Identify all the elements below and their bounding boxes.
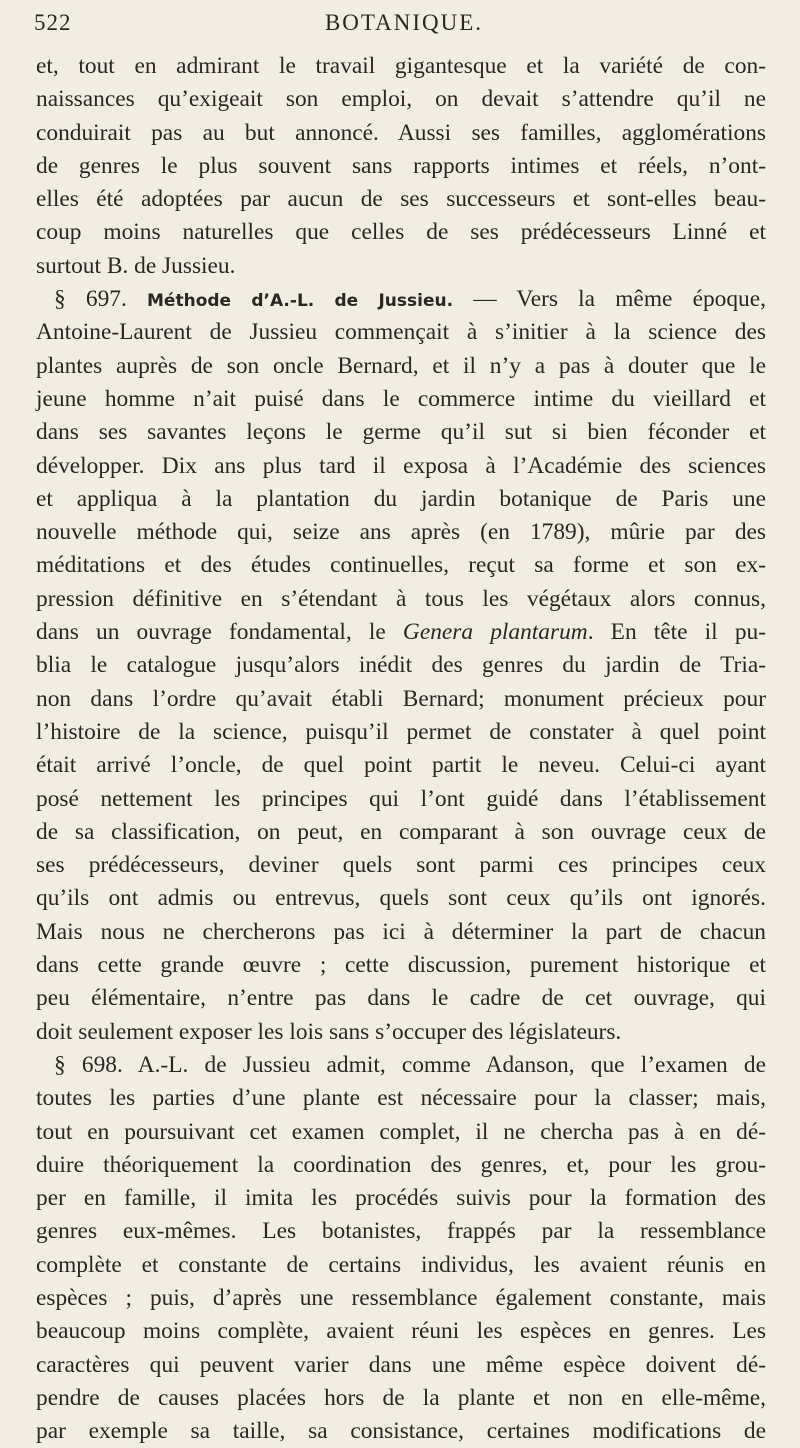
line-text: per en famille, il imita les procédés suivis pour la formation des bbox=[36, 1185, 766, 1212]
line-text: plantes auprès de son oncle Bernard, et il n’y a pas à douter que le bbox=[36, 352, 766, 379]
text-line bbox=[36, 1182, 766, 1215]
line-text: était arrivé l’oncle, de quel point partit le neveu. Celui-ci ayant bbox=[36, 752, 766, 779]
line-text: complète et constante de certains individus, les avaient réunis en bbox=[36, 1251, 766, 1278]
text-line bbox=[36, 283, 766, 316]
line-text: elles été adoptées par aucun de ses successeurs et sont-elles beau- bbox=[36, 186, 766, 213]
text-line bbox=[36, 216, 766, 249]
text-line bbox=[36, 1315, 766, 1348]
italic-title: Genera plantarum bbox=[402, 619, 588, 646]
line-text: Antoine-Laurent de Jussieu commençait à s’initier à la science des bbox=[36, 319, 766, 346]
line-text: — Vers la même époque, bbox=[453, 286, 766, 313]
text-line bbox=[36, 1016, 766, 1049]
line-text: ses prédécesseurs, deviner quels sont parmi ces principes ceux bbox=[36, 852, 766, 879]
line-text: doit seulement exposer les lois sans s’occuper des législateurs. bbox=[36, 1018, 622, 1045]
text-line bbox=[36, 1215, 766, 1248]
line-text: dans ses savantes leçons le germe qu’il sut si bien féconder et bbox=[36, 419, 766, 446]
line-text: genres eux-mêmes. Les botanistes, frappés par la ressemblance bbox=[36, 1218, 766, 1245]
text-line bbox=[36, 1116, 766, 1149]
text-line bbox=[36, 882, 766, 915]
text-line bbox=[36, 549, 766, 582]
text-line bbox=[36, 816, 766, 849]
line-text: naissances qu’exigeait son emploi, on devait s’attendre qu’il ne bbox=[36, 86, 766, 113]
text-line bbox=[36, 982, 766, 1015]
text-line bbox=[36, 649, 766, 682]
text-line bbox=[36, 316, 766, 349]
text-line bbox=[36, 916, 766, 949]
text-line bbox=[36, 849, 766, 882]
page-number: 522 bbox=[34, 10, 72, 35]
line-text: nouvelle méthode qui, seize ans après (en 1789), mûrie par des bbox=[36, 519, 766, 546]
line-text: dans un ouvrage fondamental, le bbox=[36, 619, 403, 646]
text-line bbox=[36, 783, 766, 816]
line-text: qu’ils ont admis ou entrevus, quels sont ceux qu’ils ont ignorés. bbox=[36, 885, 766, 912]
line-text: § 698. A.-L. de Jussieu admit, comme Adanson, que l’examen de bbox=[54, 1051, 766, 1078]
line-text: duire théoriquement la coordination des genres, et, pour les grou- bbox=[36, 1151, 766, 1178]
line-text: tout en poursuivant cet examen complet, il ne chercha pas à en dé- bbox=[36, 1118, 766, 1145]
text-line bbox=[36, 50, 766, 83]
line-text: non dans l’ordre qu’avait établi Bernard; monument précieux pour bbox=[36, 685, 766, 712]
text-line bbox=[36, 716, 766, 749]
text-line bbox=[36, 949, 766, 982]
text-line bbox=[36, 483, 766, 516]
line-text: blia le catalogue jusqu’alors inédit des genres du jardin de Tria- bbox=[36, 652, 766, 679]
line-text: espèces ; puis, d’après une ressemblance également constante, mais bbox=[36, 1284, 766, 1311]
line-text: et appliqua à la plantation du jardin botanique de Paris une bbox=[36, 485, 766, 512]
line-text: de genres le plus souvent sans rapports intimes et réels, n’ont- bbox=[36, 152, 766, 179]
line-text: développer. Dix ans plus tard il exposa à l’Académie des sciences bbox=[36, 452, 766, 479]
text-line bbox=[36, 1149, 766, 1182]
line-text: l’histoire de la science, puisqu’il permet de constater à quel point bbox=[36, 718, 766, 745]
line-text: peu élémentaire, n’entre pas dans le cadre de cet ouvrage, qui bbox=[36, 985, 766, 1012]
text-line bbox=[36, 183, 766, 216]
line-text: pression définitive en s’étendant à tous les végétaux alors connus, bbox=[36, 585, 766, 612]
line-text: de sa classification, on peut, en comparant à son ouvrage ceux de bbox=[36, 818, 766, 845]
running-title: BOTANIQUE. bbox=[324, 10, 484, 35]
section-heading: Méthode d’A.-L. de Jussieu. bbox=[147, 291, 454, 312]
line-text: pendre de causes placées hors de la plante et non en elle-même, bbox=[36, 1384, 766, 1411]
line-text: dans cette grande œuvre ; cette discussion, purement historique et bbox=[36, 952, 766, 979]
text-line bbox=[36, 383, 766, 416]
text-line bbox=[36, 516, 766, 549]
line-text: surtout B. de Jussieu. bbox=[36, 252, 236, 279]
text-line bbox=[36, 1082, 766, 1115]
line-text: jeune homme n’ait puisé dans le commerce intime du vieillard et bbox=[36, 385, 766, 412]
text-line bbox=[36, 1382, 766, 1415]
line-text: et, tout en admirant le travail gigantesque et la variété de con- bbox=[36, 53, 766, 79]
line-text: coup moins naturelles que celles de ses prédécesseurs Linné et bbox=[36, 219, 766, 246]
text-line bbox=[36, 150, 766, 183]
text-line bbox=[36, 683, 766, 716]
text-line bbox=[36, 350, 766, 383]
page-header bbox=[34, 10, 774, 44]
line-text: par exemple sa taille, sa consistance, certaines modifications de bbox=[36, 1418, 766, 1445]
text-line bbox=[36, 1249, 766, 1282]
text-line bbox=[36, 1049, 766, 1082]
text-line bbox=[36, 1415, 766, 1448]
text-line bbox=[36, 416, 766, 449]
text-line bbox=[36, 1349, 766, 1382]
line-text: beaucoup moins complète, avaient réuni les espèces en genres. Les bbox=[36, 1318, 766, 1345]
line-text: méditations et des études continuelles, reçut sa forme et son ex- bbox=[36, 552, 766, 579]
text-line bbox=[36, 250, 766, 283]
text-line bbox=[36, 450, 766, 483]
text-line bbox=[36, 83, 766, 116]
line-text: Mais nous ne chercherons pas ici à déterminer la part de chacun bbox=[36, 918, 766, 945]
line-text: . En tête il pu- bbox=[587, 619, 766, 646]
body-text bbox=[36, 50, 766, 1448]
text-line bbox=[36, 583, 766, 616]
line-text: toutes les parties d’une plante est nécessaire pour la classer; mais, bbox=[36, 1085, 766, 1112]
line-text: caractères qui peuvent varier dans une même espèce doivent dé- bbox=[36, 1351, 766, 1378]
text-line bbox=[36, 749, 766, 782]
line-text: conduirait pas au but annoncé. Aussi ses familles, agglomérations bbox=[36, 119, 766, 146]
line-text: posé nettement les principes qui l’ont guidé dans l’établissement bbox=[36, 785, 766, 812]
text-line bbox=[36, 616, 766, 649]
text-line bbox=[36, 117, 766, 150]
text-line bbox=[36, 1282, 766, 1315]
line-text: § 697. bbox=[54, 286, 148, 313]
